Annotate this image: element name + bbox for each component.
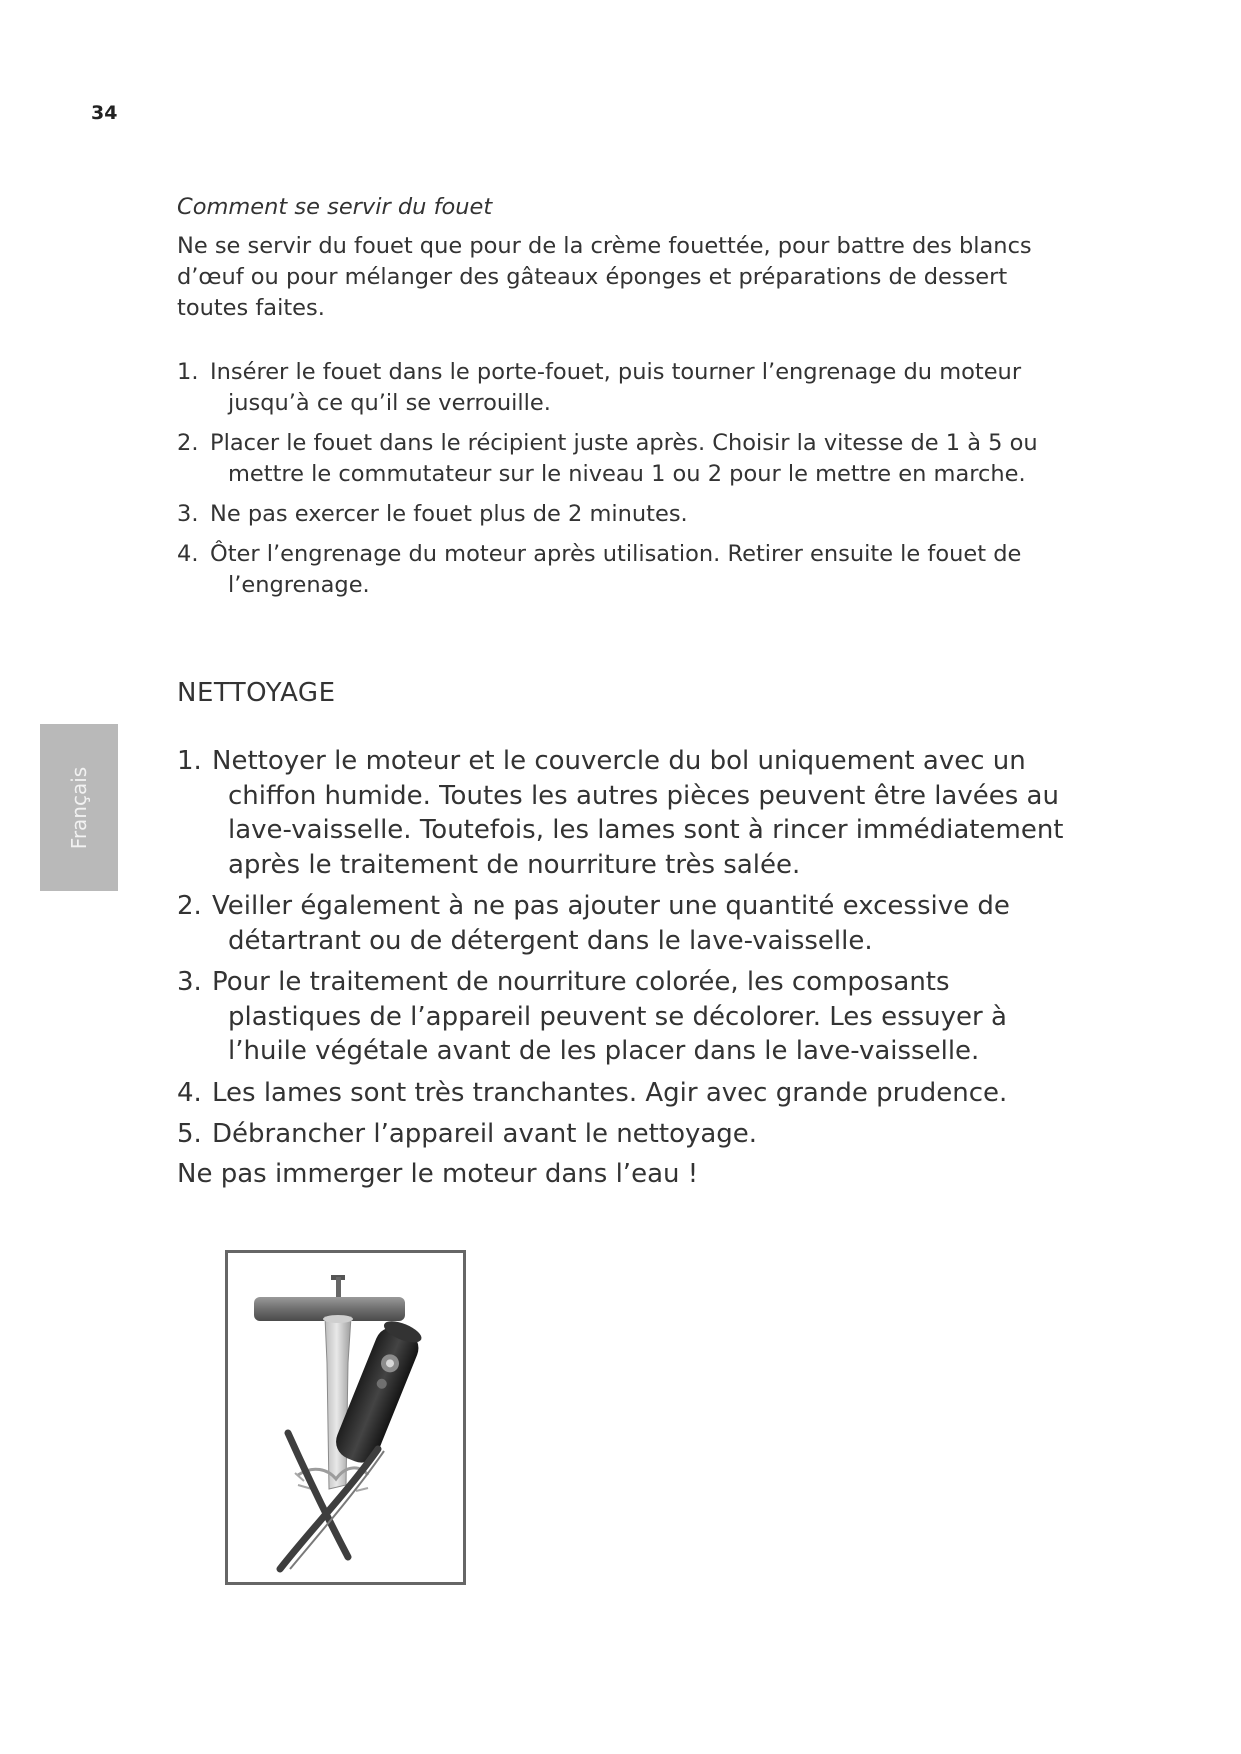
cleaning-item: [177, 889, 1077, 958]
whisk-steps-list: [177, 357, 1057, 610]
step-text: Ne pas exercer le fouet plus de 2 minutes.: [210, 501, 688, 527]
whisk-step: [177, 499, 1057, 530]
item-text: Pour le traitement de nourriture colorée, les composants plastiques de l’appareil peuvent se décolorer. Les essuyer à l’huile végétale avant de les placer dans le lave-vaisselle.: [212, 967, 1007, 1066]
whisk-step: [177, 428, 1057, 490]
item-number: 1.: [177, 746, 202, 776]
step-number: 3.: [177, 501, 199, 527]
whisk-intro: Ne se servir du fouet que pour de la crème fouettée, pour battre des blancs d’œuf ou pour mélanger des gâteaux éponges et préparations de dessert toutes faites.: [177, 233, 1032, 321]
no-water-immersion-illustration: [225, 1250, 466, 1585]
step-number: 4.: [177, 541, 199, 567]
whisk-step: [177, 357, 1057, 419]
language-tab-label: Français: [67, 766, 91, 849]
step-text: Insérer le fouet dans le porte-fouet, puis tourner l’engrenage du moteur jusqu’à ce qu’il se verrouille.: [210, 359, 1022, 416]
whisk-step: [177, 539, 1057, 601]
item-number: 2.: [177, 891, 202, 921]
item-number: 4.: [177, 1077, 202, 1108]
cleaning-list: [177, 744, 1077, 1159]
whisk-subtitle: Comment se servir du fouet: [177, 194, 493, 220]
warning-text: Ne pas immerger le moteur dans l’eau !: [177, 1159, 699, 1189]
language-tab: [40, 724, 118, 891]
step-number: 2.: [177, 430, 199, 456]
step-text: Placer le fouet dans le récipient juste après. Choisir la vitesse de 1 à 5 ou mettre le commutateur sur le niveau 1 ou 2 pour le mettre en marche.: [210, 430, 1038, 487]
cleaning-item: [177, 744, 1077, 882]
item-number: 3.: [177, 967, 202, 997]
item-text: Veiller également à ne pas ajouter une quantité excessive de détartrant ou de détergent dans le lave-vaisselle.: [212, 891, 1010, 956]
cleaning-item: [177, 1076, 1077, 1111]
item-text: Débrancher l’appareil avant le nettoyage.: [212, 1119, 758, 1149]
item-text: Nettoyer le moteur et le couvercle du bol uniquement avec un chiffon humide. Toutes les autres pièces peuvent être lavées au lave-vaisselle. Toutefois, les lames sont à rincer immédiatement après le traitement de nourriture très salée.: [212, 746, 1064, 880]
item-text: Les lames sont très tranchantes. Agir avec grande prudence.: [212, 1077, 1008, 1108]
cleaning-title: NETTOYAGE: [177, 678, 336, 708]
cleaning-item: [177, 1117, 1077, 1152]
step-text: Ôter l’engrenage du moteur après utilisation. Retirer ensuite le fouet de l’engrenage.: [210, 541, 1022, 598]
cleaning-item: [177, 965, 1077, 1069]
step-number: 1.: [177, 359, 199, 385]
item-number: 5.: [177, 1119, 202, 1149]
faucet-motor-crossed-icon: [228, 1253, 463, 1582]
page-number: 34: [91, 102, 118, 124]
